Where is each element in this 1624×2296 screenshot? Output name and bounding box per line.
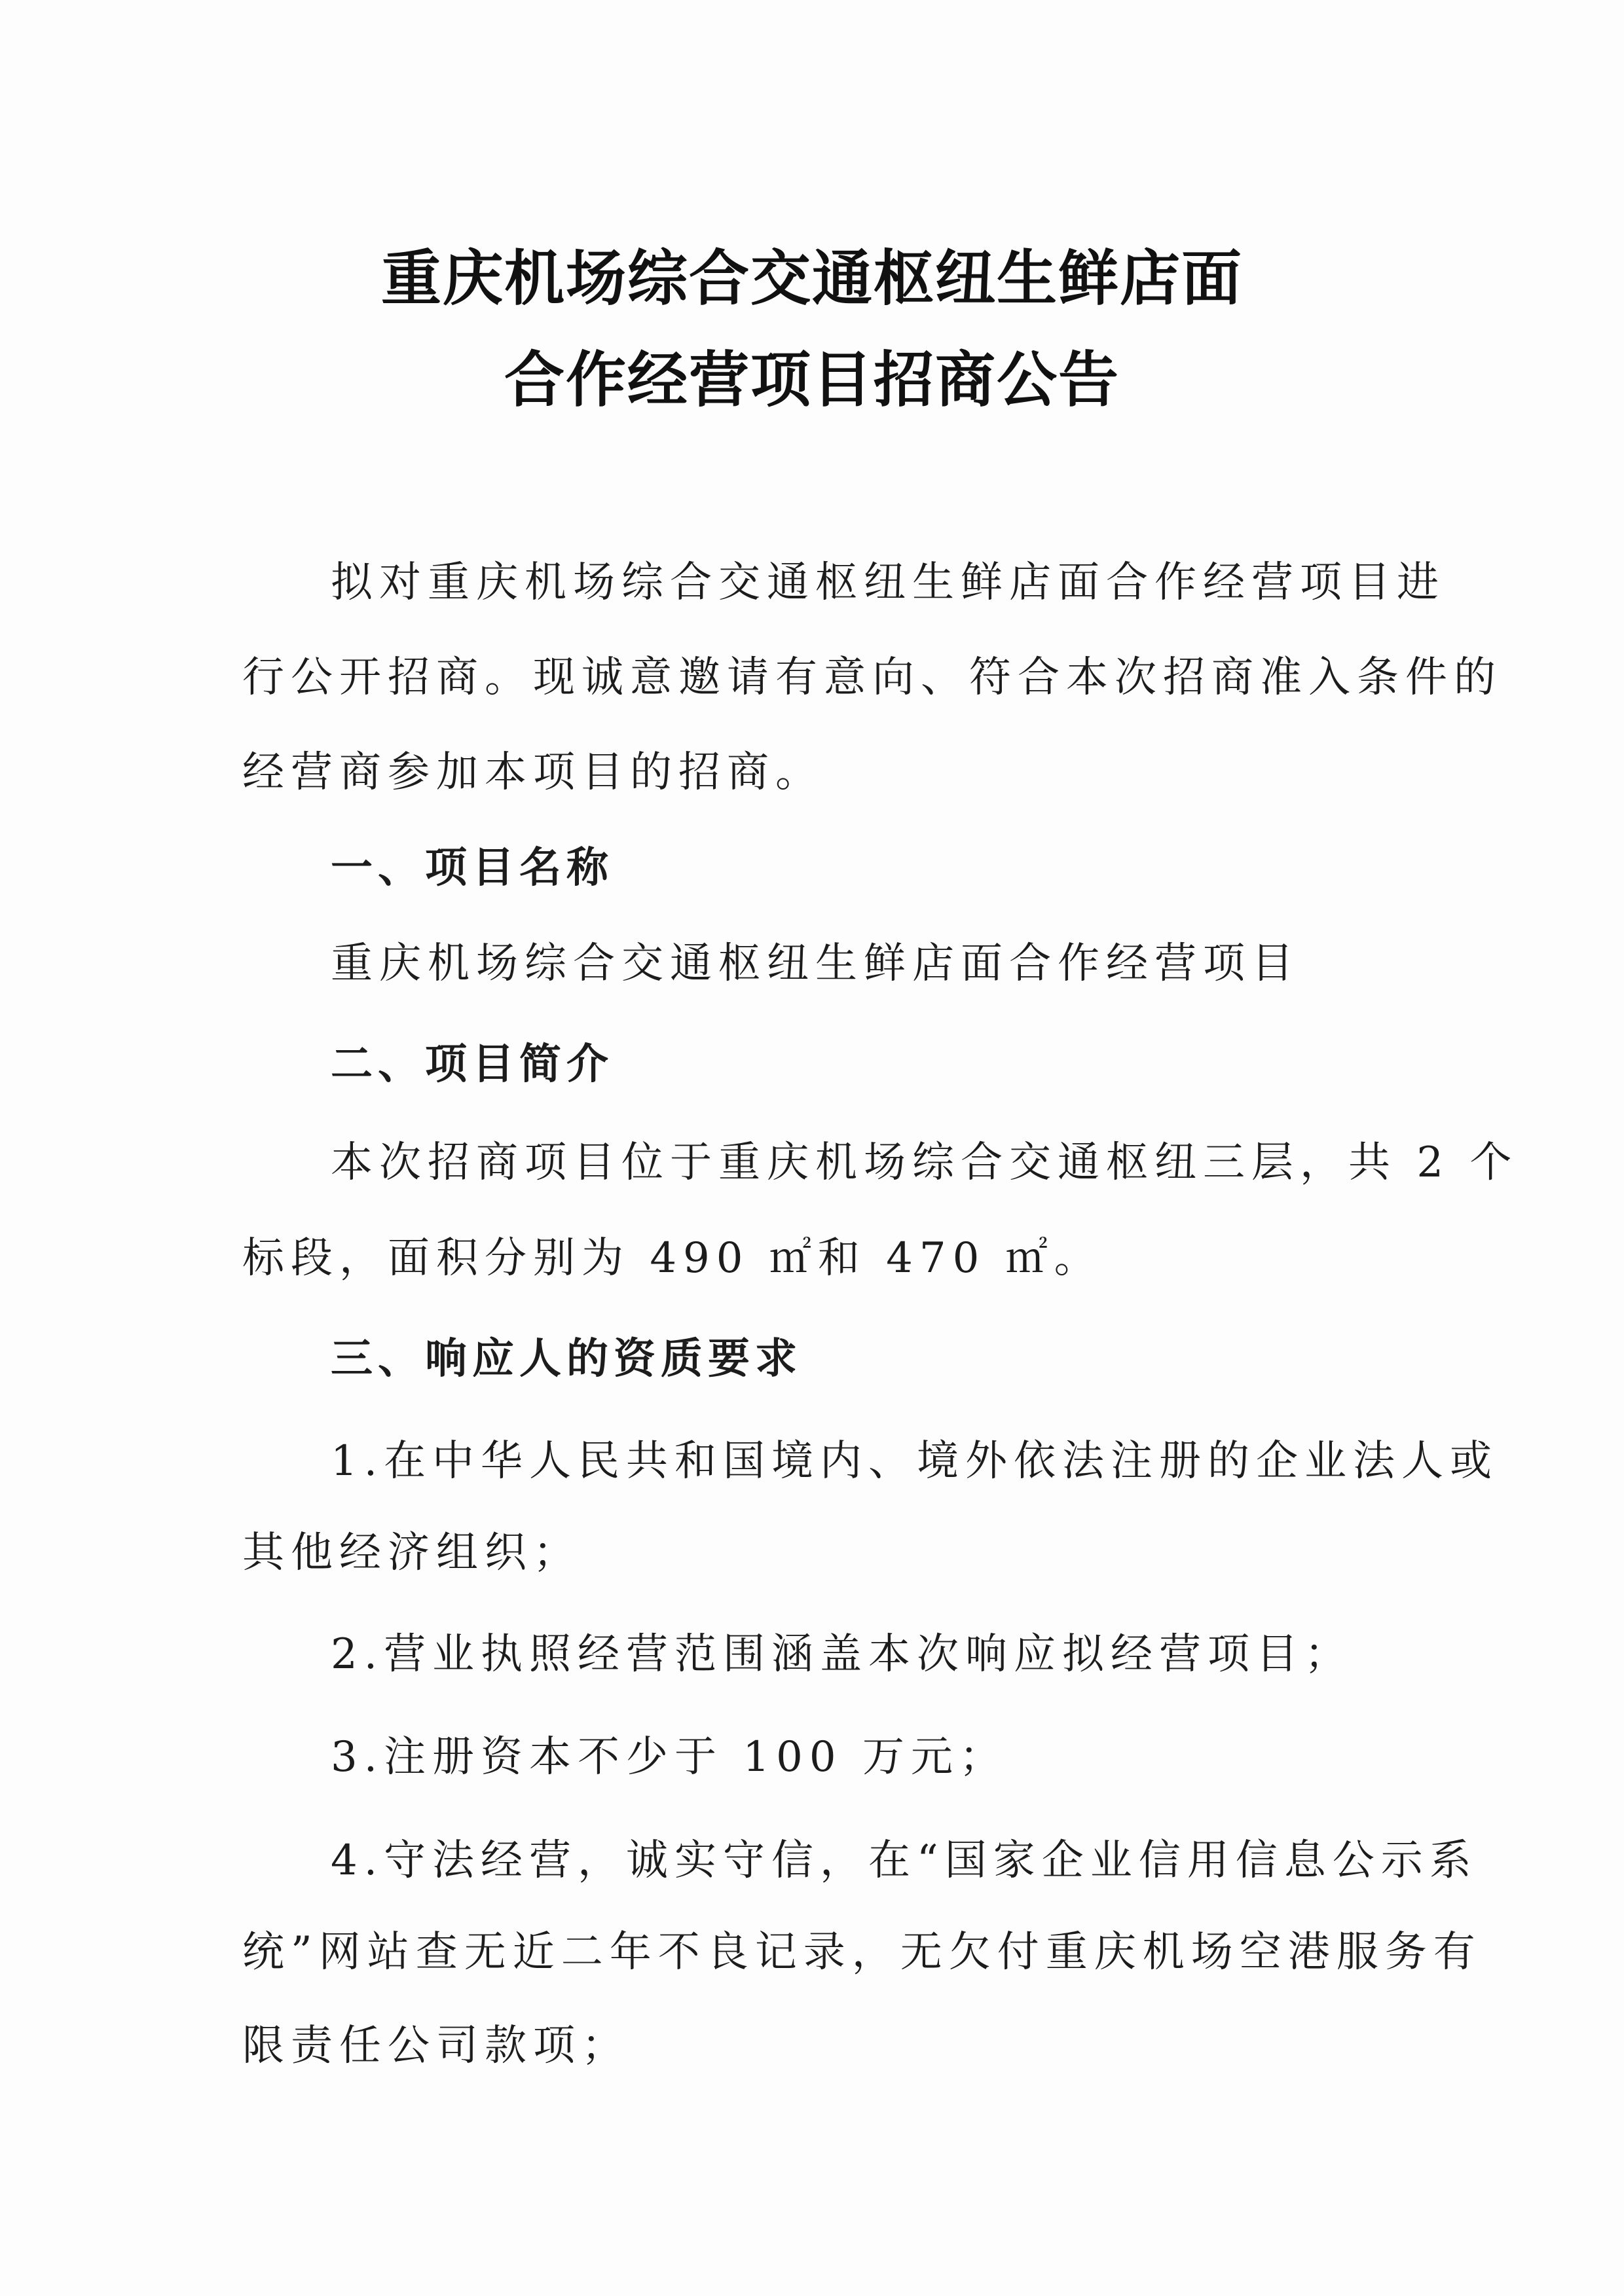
section-1-heading: 一、项目名称	[331, 844, 614, 892]
section-3-item-4-line-2: 统”网站查无近二年不良记录，无欠付重庆机场空港服务有	[242, 1928, 1482, 1977]
intro-line-1: 拟对重庆机场综合交通枢纽生鲜店面合作经营项目进	[331, 558, 1445, 607]
section-3-item-4-line-1: 4.守法经营，诚实守信，在“国家企业信用信息公示系	[331, 1836, 1478, 1885]
section-3-heading: 三、响应人的资质要求	[331, 1335, 802, 1383]
intro-line-3: 经营商参加本项目的招商。	[242, 748, 824, 797]
section-1-line-1: 重庆机场综合交通枢纽生鲜店面合作经营项目	[331, 939, 1300, 988]
document-title-line-1: 重庆机场综合交通枢纽生鲜店面	[380, 244, 1243, 314]
section-3-item-4-line-3: 限责任公司款项；	[242, 2022, 630, 2070]
section-2-line-1: 本次招商项目位于重庆机场综合交通枢纽三层，共 2 个	[331, 1139, 1519, 1187]
section-2-line-2: 标段，面积分别为 490 ㎡和 470 ㎡。	[242, 1234, 1103, 1283]
section-2-heading: 二、项目简介	[331, 1040, 614, 1089]
document-title-line-2: 合作经营项目招商公告	[504, 345, 1120, 415]
section-3-item-1-line-2: 其他经济组织；	[242, 1529, 581, 1577]
section-3-item-3-line-1: 3.注册资本不少于 100 万元；	[331, 1733, 1008, 1781]
section-3-item-2-line-1: 2.营业执照经营范围涵盖本次响应拟经营项目；	[331, 1630, 1354, 1679]
intro-line-2: 行公开招商。现诚意邀请有意向、符合本次招商准入条件的	[242, 653, 1502, 702]
section-3-item-1-line-1: 1.在中华人民共和国境内、境外依法注册的企业法人或	[331, 1437, 1499, 1485]
